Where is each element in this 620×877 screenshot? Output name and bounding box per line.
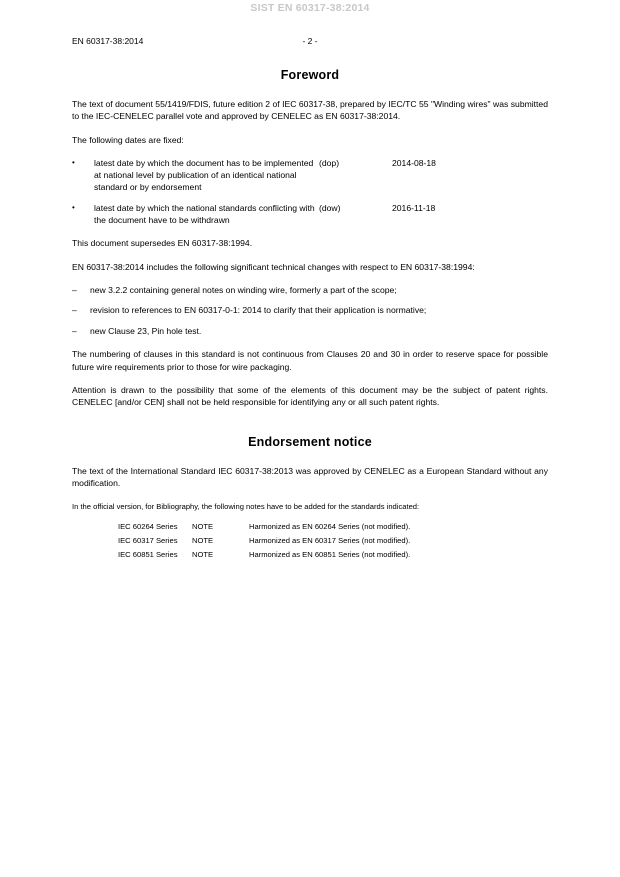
dash-icon: – <box>72 305 77 316</box>
table-row <box>118 536 410 550</box>
date-description: latest date by which the national standards conflicting with the document have to be withdrawn <box>94 203 315 226</box>
foreword-paragraph-5: The numbering of clauses in this standard is not continuous from Clauses 20 and 30 in order to reserve space for possible future wire requirements prior to those for wire packaging. <box>72 349 548 372</box>
note-standard: IEC 60851 Series <box>118 549 178 559</box>
change-text: new Clause 23, Pin hole test. <box>90 325 202 336</box>
list-item <box>72 157 548 193</box>
change-text: revision to references to EN 60317-0-1: 2014 to clarify that their application is normative; <box>90 305 427 316</box>
foreword-title: Foreword <box>280 68 340 82</box>
foreword-paragraph-6: Attention is drawn to the possibility that some of the elements of this document may be the subject of patent rights. CENELEC [and/or CEN] shall not be held responsible for identifying any or all such patent rights. <box>72 385 548 408</box>
document-body <box>72 68 548 564</box>
note-text: Harmonized as EN 60851 Series (not modified). <box>249 549 411 559</box>
technical-changes-list <box>72 284 548 337</box>
dash-icon: – <box>72 325 77 336</box>
foreword-paragraph-2: The following dates are fixed: <box>72 134 184 145</box>
foreword-paragraph-4: EN 60317-38:2014 includes the following significant technical changes with respect to EN 60317-38:1994: <box>72 261 475 272</box>
note-label: NOTE <box>192 549 214 559</box>
note-standard: IEC 60264 Series <box>118 521 178 531</box>
date-value: 2014-08-18 <box>392 158 436 169</box>
harmonization-notes-table <box>118 522 410 564</box>
header-standard-number: EN 60317-38:2014 <box>72 36 144 46</box>
list-item <box>72 202 548 226</box>
change-text: new 3.2.2 containing general notes on winding wire, formerly a part of the scope; <box>90 285 397 296</box>
date-description: latest date by which the document has to be implemented at national level by publication of an identical national standard or by endorsement <box>94 158 314 193</box>
list-item <box>72 284 548 296</box>
date-code: (dow) <box>319 203 341 214</box>
endorsement-paragraph-2: In the official version, for Bibliography, the following notes have to be added for the standards indicated: <box>72 501 420 511</box>
implementation-dates-list <box>72 157 548 226</box>
bullet-icon: • <box>72 158 75 168</box>
note-label: NOTE <box>192 535 214 545</box>
table-row <box>118 522 410 536</box>
watermark-text: SIST EN 60317-38:2014 <box>250 2 370 14</box>
list-item <box>72 304 548 316</box>
endorsement-paragraph-1: The text of the International Standard IEC 60317-38:2013 was approved by CENELEC as a European Standard without any modification. <box>72 465 548 489</box>
date-code: (dop) <box>319 158 340 169</box>
foreword-paragraph-1: The text of document 55/1419/FDIS, future edition 2 of IEC 60317-38, prepared by IEC/TC 55 "Winding wires" was submitted to the IEC-CENELEC parallel vote and approved by CENELEC as EN 60317-38:2014. <box>72 99 548 122</box>
foreword-paragraph-3: This document supersedes EN 60317-38:1994. <box>72 238 253 249</box>
note-text: Harmonized as EN 60317 Series (not modified). <box>249 535 411 545</box>
endorsement-title: Endorsement notice <box>248 434 372 449</box>
bullet-icon: • <box>72 203 75 213</box>
date-value: 2016-11-18 <box>392 203 436 214</box>
note-text: Harmonized as EN 60264 Series (not modified). <box>249 521 411 531</box>
note-label: NOTE <box>192 521 214 531</box>
list-item <box>72 325 548 337</box>
table-row <box>118 550 410 564</box>
note-standard: IEC 60317 Series <box>118 535 178 545</box>
header-page-number: - 2 - <box>302 36 318 46</box>
dash-icon: – <box>72 285 77 296</box>
